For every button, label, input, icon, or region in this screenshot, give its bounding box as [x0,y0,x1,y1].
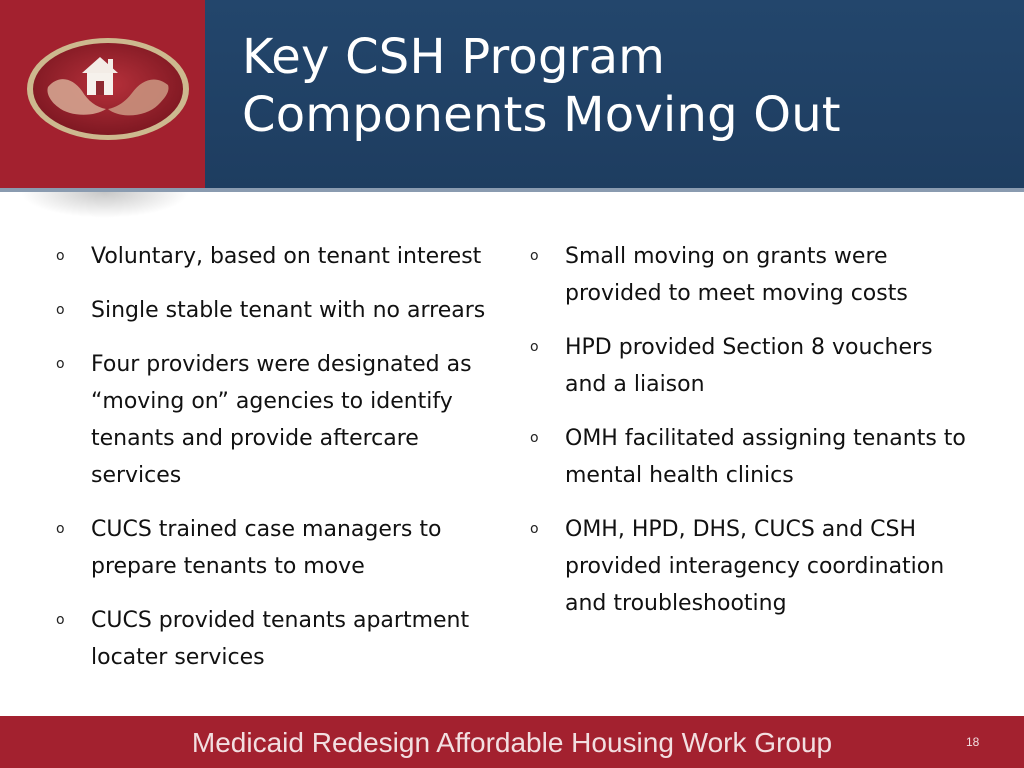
slide-title [242,28,841,144]
bullet-marker: o [530,248,539,264]
list-item [530,511,970,622]
bullet-marker: o [56,356,65,372]
list-item [56,511,512,585]
slide-title-line-1: Key CSH Program [242,29,666,85]
bullet-marker: o [530,339,539,355]
bullet-marker: o [56,248,65,264]
logo-shadow [20,192,190,218]
list-item-text: Voluntary, based on tenant interest [91,244,482,269]
hands-holding-house-icon [24,35,192,143]
list-item-text: OMH facilitated assigning tenants to mental health clinics [565,426,966,488]
list-item-text: CUCS provided tenants apartment locater services [91,608,470,670]
list-item [56,346,512,494]
list-item [530,420,970,494]
list-item-text: Four providers were designated as “moving on” agencies to identify tenants and provide aftercare services [91,352,472,488]
slide-header [0,0,1024,188]
left-bullet-list [56,238,512,693]
list-item-text: OMH, HPD, DHS, CUCS and CSH provided interagency coordination and troubleshooting [565,517,945,616]
bullet-marker: o [56,302,65,318]
slide-title-line-2: Components Moving Out [242,87,841,143]
list-item [56,238,512,275]
list-item [530,329,970,403]
list-item [56,292,512,329]
bullet-marker: o [56,612,65,628]
list-item-text: CUCS trained case managers to prepare tenants to move [91,517,442,579]
list-item [56,602,512,676]
page-number: 18 [966,735,980,749]
list-item-text: Single stable tenant with no arrears [91,298,486,323]
bullet-marker: o [530,521,539,537]
bullet-marker: o [530,430,539,446]
bullet-marker: o [56,521,65,537]
list-item [530,238,970,312]
list-item-text: HPD provided Section 8 vouchers and a liaison [565,335,933,397]
footer-title: Medicaid Redesign Affordable Housing Work Group [191,727,833,758]
right-bullet-list [530,238,970,639]
list-item-text: Small moving on grants were provided to meet moving costs [565,244,908,306]
